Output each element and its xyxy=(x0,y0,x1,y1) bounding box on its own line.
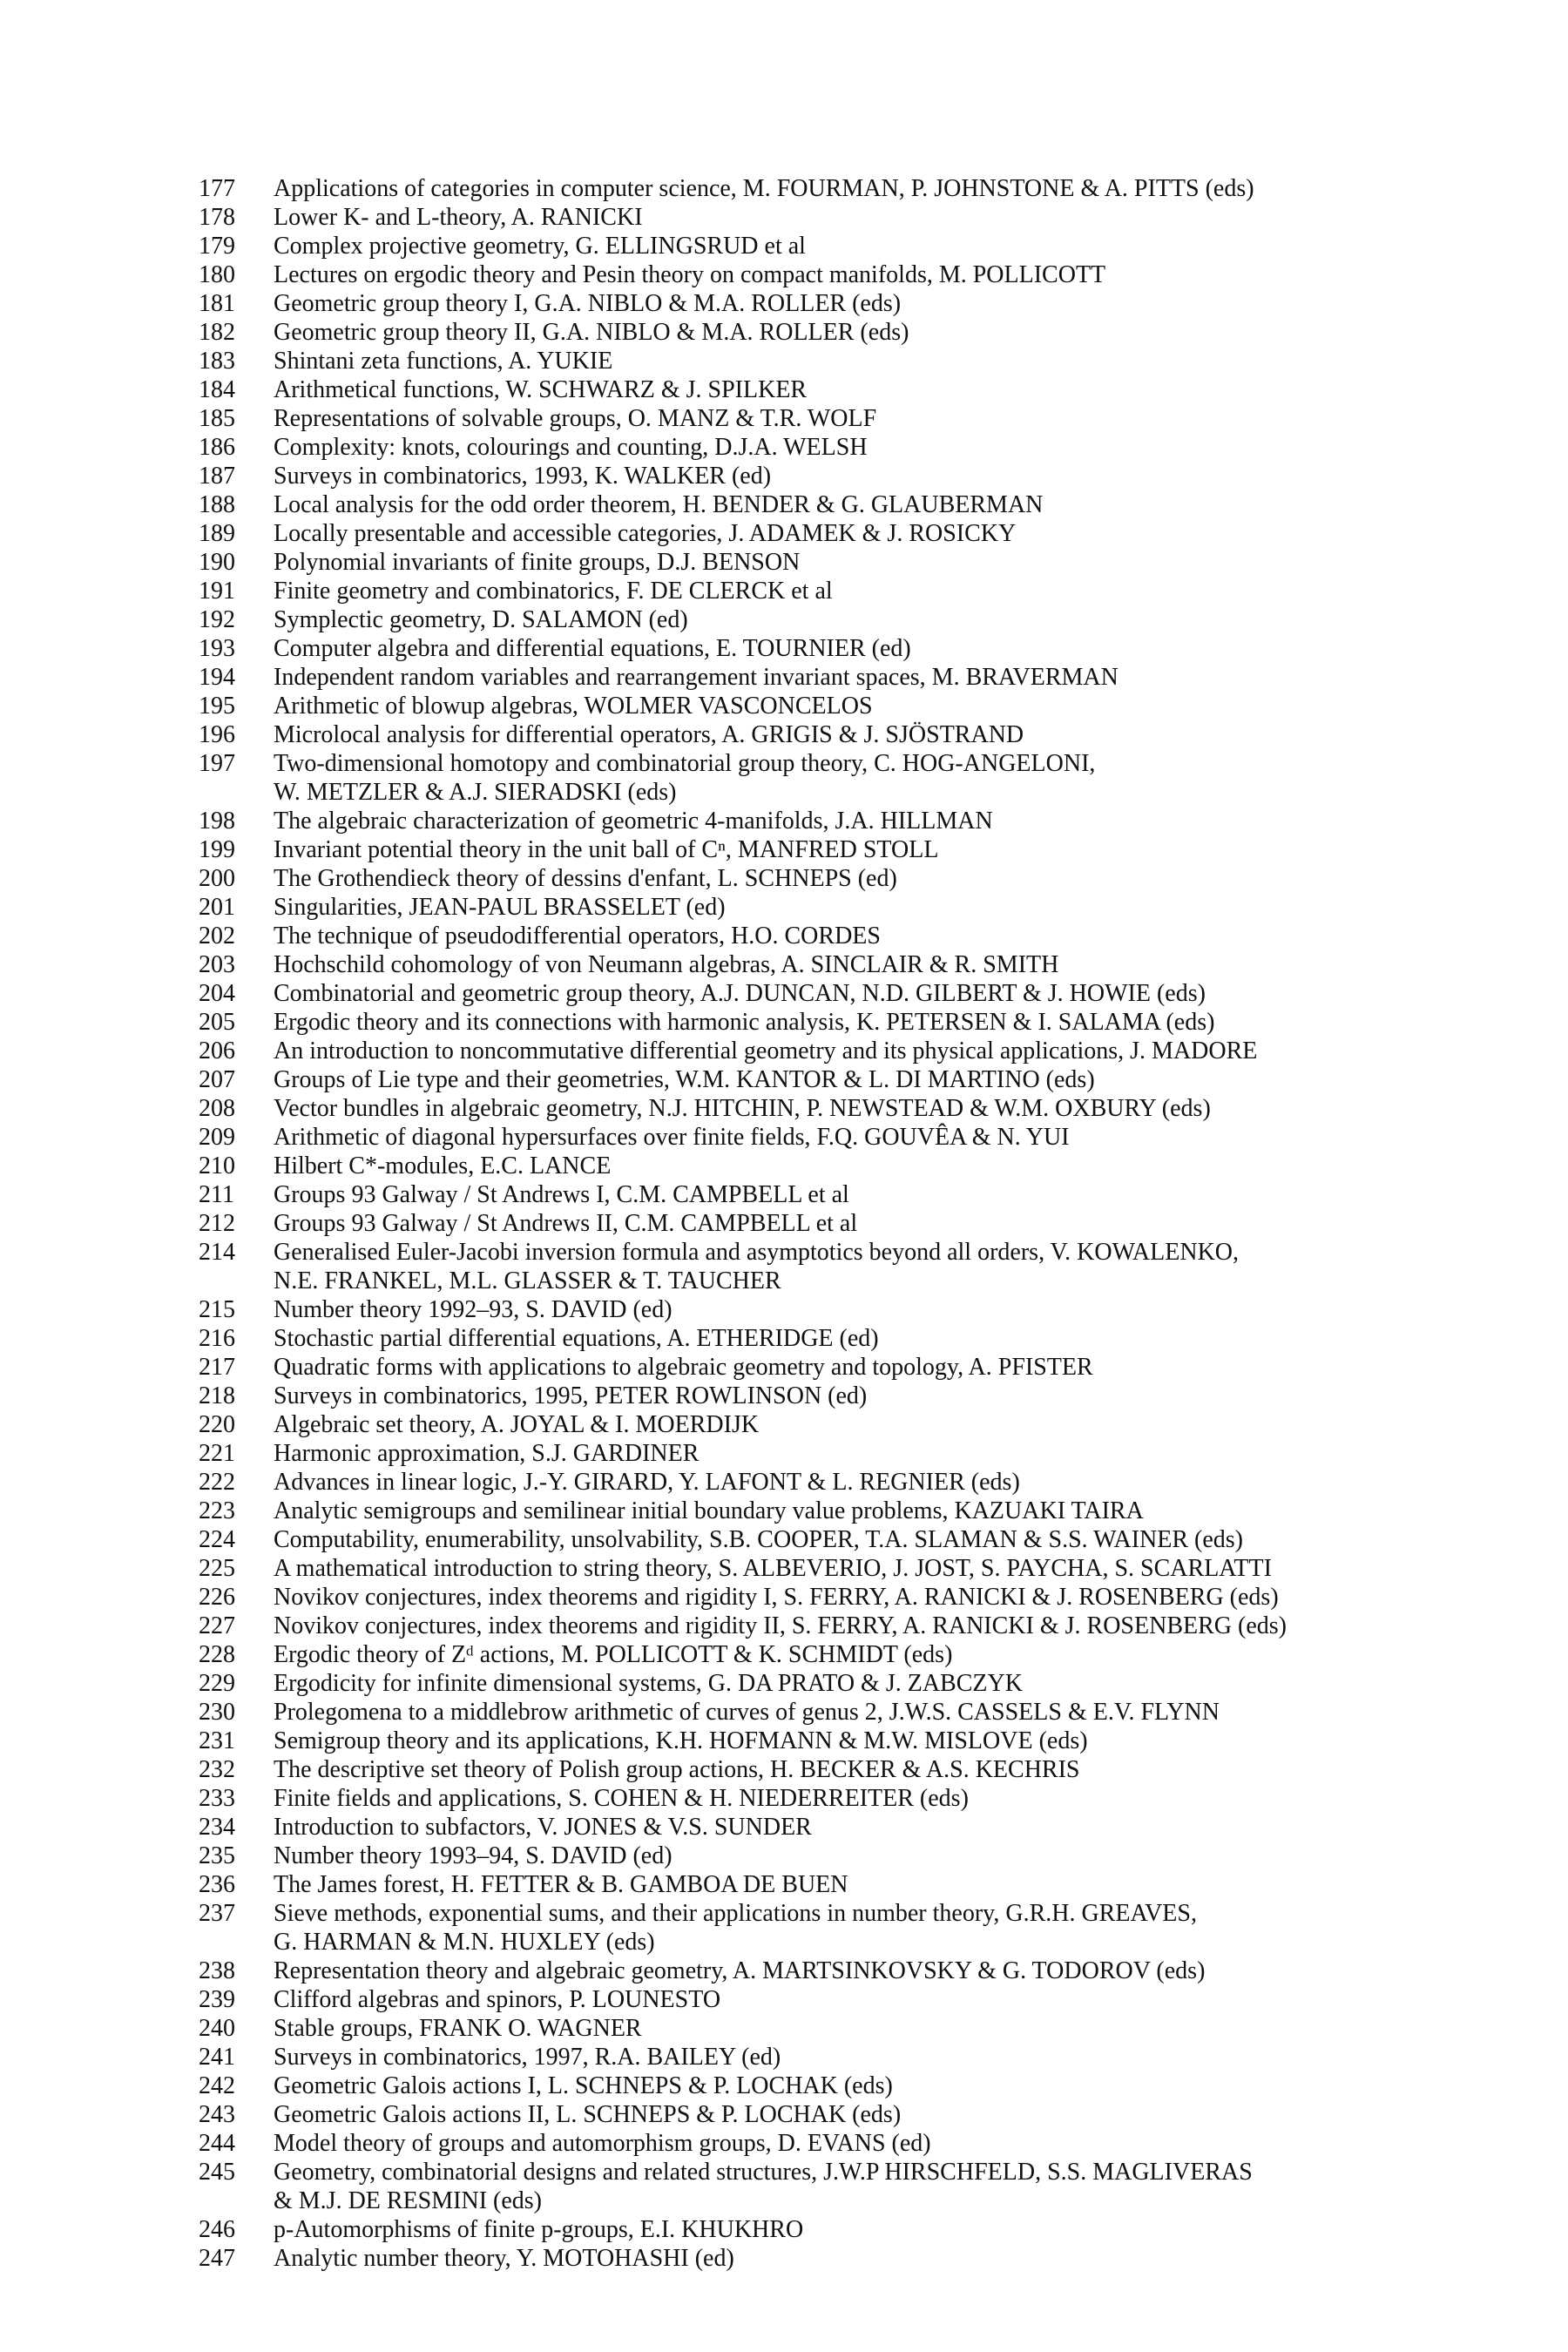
volume-title-line: p-Automorphisms of finite p-groups, E.I. KHUKHRO xyxy=(274,2216,804,2243)
volume-title xyxy=(274,318,909,347)
volume-title-line: Polynomial invariants of finite groups, D.J. BENSON xyxy=(274,549,801,576)
list-item xyxy=(199,174,1436,203)
list-item xyxy=(199,2215,1436,2244)
volume-title xyxy=(274,1295,672,1324)
volume-title xyxy=(274,1899,1197,1957)
list-item xyxy=(199,720,1436,749)
volume-title-line: W. METZLER & A.J. SIERADSKI (eds) xyxy=(274,779,677,806)
volume-title xyxy=(274,2129,931,2158)
list-item xyxy=(199,1094,1436,1123)
volume-title xyxy=(274,577,833,605)
volume-number: 186 xyxy=(199,434,235,461)
volume-number: 203 xyxy=(199,951,235,978)
volume-title xyxy=(274,979,1206,1008)
volume-number: 237 xyxy=(199,1900,235,1927)
volume-number: 229 xyxy=(199,1670,235,1697)
list-item xyxy=(199,1008,1436,1037)
volume-title xyxy=(274,2215,803,2244)
list-item xyxy=(199,605,1436,634)
volume-number: 200 xyxy=(199,865,235,892)
volume-title-line: N.E. FRANKEL, M.L. GLASSER & T. TAUCHER xyxy=(274,1267,781,1294)
list-item xyxy=(199,404,1436,433)
volume-title-line: Microlocal analysis for differential operators, A. GRIGIS & J. SJÖSTRAND xyxy=(274,721,1024,748)
list-item xyxy=(199,922,1436,950)
volume-title-line: Surveys in combinatorics, 1993, K. WALKER (ed) xyxy=(274,463,772,490)
list-item xyxy=(199,2072,1436,2100)
volume-title xyxy=(274,1238,1239,1295)
volume-title-line: Hilbert C*-modules, E.C. LANCE xyxy=(274,1152,612,1179)
volume-title-line: Stable groups, FRANK O. WAGNER xyxy=(274,2015,642,2042)
volume-number: 231 xyxy=(199,1727,235,1754)
volume-number: 181 xyxy=(199,290,235,317)
volume-title-line: Geometry, combinatorial designs and related structures, J.W.P HIRSCHFELD, S.S. MAGLIVERAS xyxy=(274,2159,1253,2186)
list-item xyxy=(199,1755,1436,1784)
list-item xyxy=(199,1525,1436,1554)
volume-number: 236 xyxy=(199,1871,235,1898)
list-item xyxy=(199,864,1436,893)
volume-title xyxy=(274,1784,969,1813)
volume-title xyxy=(274,1727,1088,1755)
volume-number: 238 xyxy=(199,1957,235,1984)
volume-title xyxy=(274,548,800,577)
volume-title-line: Harmonic approximation, S.J. GARDINER xyxy=(274,1440,700,1467)
volume-title xyxy=(274,1612,1287,1640)
volume-title-line: Ergodic theory of Zᵈ actions, M. POLLICOTT & K. SCHMIDT (eds) xyxy=(274,1641,953,1668)
list-item xyxy=(199,2043,1436,2072)
list-item xyxy=(199,490,1436,519)
volume-title-line: Invariant potential theory in the unit ball of Cⁿ, MANFRED STOLL xyxy=(274,836,939,863)
volume-title xyxy=(274,1985,720,2014)
volume-number: 245 xyxy=(199,2159,235,2186)
list-item xyxy=(199,577,1436,605)
volume-title xyxy=(274,1180,849,1209)
volume-title xyxy=(274,1353,1093,1382)
volume-number: 192 xyxy=(199,606,235,633)
volume-number: 201 xyxy=(199,894,235,921)
volume-title-line: Groups 93 Galway / St Andrews II, C.M. CAMPBELL et al xyxy=(274,1210,858,1237)
volume-number: 221 xyxy=(199,1440,235,1467)
volume-title xyxy=(274,232,806,260)
volume-title xyxy=(274,1152,611,1180)
volume-number: 178 xyxy=(199,204,235,231)
volume-title-line: & M.J. DE RESMINI (eds) xyxy=(274,2187,542,2214)
volume-number: 199 xyxy=(199,836,235,863)
volume-title xyxy=(274,404,876,433)
volume-number: 239 xyxy=(199,1986,235,2013)
list-item xyxy=(199,1784,1436,1813)
list-item xyxy=(199,1870,1436,1899)
volume-number: 185 xyxy=(199,405,235,432)
list-item xyxy=(199,1583,1436,1612)
volume-number: 180 xyxy=(199,261,235,288)
volume-title-line: Finite fields and applications, S. COHEN & H. NIEDERREITER (eds) xyxy=(274,1785,969,1812)
volume-number: 191 xyxy=(199,578,235,605)
volume-number: 177 xyxy=(199,175,235,202)
volume-number: 179 xyxy=(199,233,235,260)
list-item xyxy=(199,548,1436,577)
list-item xyxy=(199,1238,1436,1295)
volume-number: 228 xyxy=(199,1641,235,1668)
volume-number: 217 xyxy=(199,1354,235,1381)
volume-title-line: G. HARMAN & M.N. HUXLEY (eds) xyxy=(274,1929,655,1956)
volume-title-line: Clifford algebras and spinors, P. LOUNESTO xyxy=(274,1986,721,2013)
volume-title xyxy=(274,1037,1257,1065)
volume-title-line: Groups 93 Galway / St Andrews I, C.M. CAMPBELL et al xyxy=(274,1181,849,1208)
list-item xyxy=(199,1410,1436,1439)
volume-title-line: Arithmetic of diagonal hypersurfaces over finite fields, F.Q. GOUVÊA & N. YUI xyxy=(274,1124,1070,1151)
volume-number: 204 xyxy=(199,980,235,1007)
volume-title xyxy=(274,1870,848,1899)
list-item xyxy=(199,2129,1436,2158)
list-item xyxy=(199,1439,1436,1468)
volume-title xyxy=(274,1583,1279,1612)
list-item xyxy=(199,203,1436,232)
volume-title-line: Symplectic geometry, D. SALAMON (ed) xyxy=(274,606,688,633)
volume-title xyxy=(274,490,1043,519)
volume-number: 208 xyxy=(199,1095,235,1122)
volume-title xyxy=(274,1554,1272,1583)
list-item xyxy=(199,1985,1436,2014)
volume-title-line: Surveys in combinatorics, 1997, R.A. BAILEY (ed) xyxy=(274,2044,781,2071)
list-item xyxy=(199,979,1436,1008)
volume-title xyxy=(274,720,1024,749)
volume-number: 210 xyxy=(199,1152,235,1179)
volume-number: 190 xyxy=(199,549,235,576)
list-item xyxy=(199,1612,1436,1640)
volume-title-line: An introduction to noncommutative differential geometry and its physical applications, J. MADORE xyxy=(274,1037,1258,1064)
volume-title xyxy=(274,2014,642,2043)
volume-title xyxy=(274,433,868,462)
list-item xyxy=(199,1640,1436,1669)
list-item xyxy=(199,634,1436,663)
volume-title xyxy=(274,1123,1070,1152)
list-item xyxy=(199,893,1436,922)
volume-number: 240 xyxy=(199,2015,235,2042)
volume-title xyxy=(274,950,1058,979)
volume-title xyxy=(274,1008,1214,1037)
volume-number: 218 xyxy=(199,1382,235,1409)
volume-title xyxy=(274,1525,1243,1554)
volume-title-line: Complex projective geometry, G. ELLINGSRUD et al xyxy=(274,233,806,260)
volume-number: 222 xyxy=(199,1469,235,1496)
volume-title-line: Novikov conjectures, index theorems and rigidity I, S. FERRY, A. RANICKI & J. ROSENBERG (eds) xyxy=(274,1584,1279,1611)
volume-number: 193 xyxy=(199,635,235,662)
volume-title xyxy=(274,1065,1095,1094)
volume-title-line: Representation theory and algebraic geometry, A. MARTSINKOVSKY & G. TODOROV (eds) xyxy=(274,1957,1206,1984)
volume-title-line: Arithmetical functions, W. SCHWARZ & J. SPILKER xyxy=(274,376,808,403)
volume-number: 198 xyxy=(199,808,235,835)
volume-title-line: A mathematical introduction to string theory, S. ALBEVERIO, J. JOST, S. PAYCHA, S. SCARLATTI xyxy=(274,1555,1272,1582)
volume-title-line: Lower K- and L-theory, A. RANICKI xyxy=(274,204,643,231)
volume-number: 227 xyxy=(199,1612,235,1639)
volume-title xyxy=(274,462,771,490)
volume-number: 216 xyxy=(199,1325,235,1352)
list-item xyxy=(199,1957,1436,1985)
volume-title-line: Generalised Euler-Jacobi inversion formula and asymptotics beyond all orders, V. KOWALENKO, xyxy=(274,1239,1240,1266)
volume-title-line: Two-dimensional homotopy and combinatorial group theory, C. HOG-ANGELONI, xyxy=(274,750,1096,777)
volume-title xyxy=(274,1813,812,1842)
volume-number: 225 xyxy=(199,1555,235,1582)
volume-title xyxy=(274,203,643,232)
volume-title-line: Surveys in combinatorics, 1995, PETER ROWLINSON (ed) xyxy=(274,1382,868,1409)
volume-title-line: The descriptive set theory of Polish group actions, H. BECKER & A.S. KECHRIS xyxy=(274,1756,1080,1783)
volume-title xyxy=(274,1957,1205,1985)
volume-title-line: Sieve methods, exponential sums, and their applications in number theory, G.R.H. GREAVES, xyxy=(274,1900,1197,1927)
volume-title xyxy=(274,605,688,634)
series-list xyxy=(199,174,1436,2273)
list-item xyxy=(199,2244,1436,2273)
volume-title xyxy=(274,749,1095,807)
list-item xyxy=(199,347,1436,375)
volume-title-line: Model theory of groups and automorphism groups, D. EVANS (ed) xyxy=(274,2130,931,2157)
volume-number: 230 xyxy=(199,1699,235,1726)
list-item xyxy=(199,1065,1436,1094)
volume-title-line: Geometric group theory II, G.A. NIBLO & M.A. ROLLER (eds) xyxy=(274,319,909,346)
volume-title xyxy=(274,1698,1220,1727)
volume-title-line: The algebraic characterization of geometric 4-manifolds, J.A. HILLMAN xyxy=(274,808,993,835)
volume-title-line: Geometric Galois actions I, L. SCHNEPS & P. LOCHAK (eds) xyxy=(274,2072,893,2099)
volume-number: 209 xyxy=(199,1124,235,1151)
list-item xyxy=(199,1554,1436,1583)
volume-title xyxy=(274,864,897,893)
volume-title-line: Groups of Lie type and their geometries, W.M. KANTOR & L. DI MARTINO (eds) xyxy=(274,1066,1095,1093)
volume-title-line: Ergodicity for infinite dimensional systems, G. DA PRATO & J. ZABCZYK xyxy=(274,1670,1023,1697)
list-item xyxy=(199,232,1436,260)
volume-title xyxy=(274,2244,734,2273)
volume-number: 243 xyxy=(199,2101,235,2128)
volume-title xyxy=(274,1842,672,1870)
volume-title-line: Locally presentable and accessible categories, J. ADAMEK & J. ROSICKY xyxy=(274,520,1017,547)
volume-title-line: The James forest, H. FETTER & B. GAMBOA DE BUEN xyxy=(274,1871,848,1898)
volume-title xyxy=(274,893,726,922)
list-item xyxy=(199,433,1436,462)
list-item xyxy=(199,835,1436,864)
volume-title xyxy=(274,634,911,663)
volume-number: 214 xyxy=(199,1239,235,1266)
volume-number: 207 xyxy=(199,1066,235,1093)
list-item xyxy=(199,749,1436,807)
list-item xyxy=(199,692,1436,720)
volume-title-line: Novikov conjectures, index theorems and rigidity II, S. FERRY, A. RANICKI & J. ROSENBERG (eds) xyxy=(274,1612,1287,1639)
list-item xyxy=(199,2158,1436,2215)
volume-title-line: Combinatorial and geometric group theory, A.J. DUNCAN, N.D. GILBERT & J. HOWIE (eds) xyxy=(274,980,1206,1007)
list-item xyxy=(199,1813,1436,1842)
list-item xyxy=(199,1899,1436,1957)
list-item xyxy=(199,1382,1436,1410)
volume-title-line: Number theory 1992–93, S. DAVID (ed) xyxy=(274,1296,672,1323)
volume-title-line: Stochastic partial differential equations, A. ETHERIDGE (ed) xyxy=(274,1325,879,1352)
volume-title xyxy=(274,519,1016,548)
list-item xyxy=(199,1180,1436,1209)
list-item xyxy=(199,260,1436,289)
volume-number: 188 xyxy=(199,491,235,518)
list-item xyxy=(199,1353,1436,1382)
volume-title-line: Shintani zeta functions, A. YUKIE xyxy=(274,348,613,375)
volume-title-line: Semigroup theory and its applications, K.H. HOFMANN & M.W. MISLOVE (eds) xyxy=(274,1727,1088,1754)
volume-title xyxy=(274,1468,1020,1497)
list-item xyxy=(199,1698,1436,1727)
volume-title-line: Applications of categories in computer science, M. FOURMAN, P. JOHNSTONE & A. PITTS (eds) xyxy=(274,175,1254,202)
volume-title xyxy=(274,174,1254,203)
volume-title xyxy=(274,922,881,950)
volume-title-line: Computer algebra and differential equations, E. TOURNIER (ed) xyxy=(274,635,911,662)
list-item xyxy=(199,1209,1436,1238)
volume-number: 187 xyxy=(199,463,235,490)
volume-title-line: Complexity: knots, colourings and counting, D.J.A. WELSH xyxy=(274,434,868,461)
list-item xyxy=(199,807,1436,835)
list-item xyxy=(199,1123,1436,1152)
list-item xyxy=(199,1842,1436,1870)
volume-title-line: Vector bundles in algebraic geometry, N.J. HITCHIN, P. NEWSTEAD & W.M. OXBURY (eds) xyxy=(274,1095,1211,1122)
volume-title-line: Finite geometry and combinatorics, F. DE CLERCK et al xyxy=(274,578,833,605)
volume-number: 242 xyxy=(199,2072,235,2099)
volume-title xyxy=(274,2072,893,2100)
volume-number: 235 xyxy=(199,1842,235,1869)
list-item xyxy=(199,1669,1436,1698)
volume-title-line: Algebraic set theory, A. JOYAL & I. MOERDIJK xyxy=(274,1411,760,1438)
volume-title-line: Arithmetic of blowup algebras, WOLMER VASCONCELOS xyxy=(274,693,873,720)
volume-title-line: Analytic semigroups and semilinear initial boundary value problems, KAZUAKI TAIRA xyxy=(274,1497,1144,1524)
volume-number: 196 xyxy=(199,721,235,748)
volume-number: 195 xyxy=(199,693,235,720)
list-item xyxy=(199,519,1436,548)
list-item xyxy=(199,1037,1436,1065)
volume-title xyxy=(274,260,1105,289)
list-item xyxy=(199,318,1436,347)
volume-title xyxy=(274,1209,857,1238)
volume-title xyxy=(274,1094,1211,1123)
volume-number: 202 xyxy=(199,923,235,950)
volume-title-line: Computability, enumerability, unsolvability, S.B. COOPER, T.A. SLAMAN & S.S. WAINER (eds) xyxy=(274,1526,1243,1553)
volume-title xyxy=(274,1324,879,1353)
volume-number: 194 xyxy=(199,664,235,691)
volume-title-line: Local analysis for the odd order theorem, H. BENDER & G. GLAUBERMAN xyxy=(274,491,1044,518)
volume-number: 212 xyxy=(199,1210,235,1237)
volume-title xyxy=(274,1755,1080,1784)
list-item xyxy=(199,1152,1436,1180)
volume-title xyxy=(274,1410,759,1439)
volume-title-line: The technique of pseudodifferential operators, H.O. CORDES xyxy=(274,923,881,950)
volume-title-line: Geometric group theory I, G.A. NIBLO & M.A. ROLLER (eds) xyxy=(274,290,902,317)
list-item xyxy=(199,2100,1436,2129)
volume-title xyxy=(274,2043,781,2072)
volume-number: 183 xyxy=(199,348,235,375)
volume-title-line: Representations of solvable groups, O. MANZ & T.R. WOLF xyxy=(274,405,877,432)
volume-title xyxy=(274,835,938,864)
volume-title-line: Singularities, JEAN-PAUL BRASSELET (ed) xyxy=(274,894,726,921)
volume-title xyxy=(274,692,873,720)
volume-title-line: Introduction to subfactors, V. JONES & V.S. SUNDER xyxy=(274,1814,812,1841)
volume-title xyxy=(274,663,1119,692)
volume-number: 247 xyxy=(199,2245,235,2272)
volume-number: 206 xyxy=(199,1037,235,1064)
volume-title xyxy=(274,1669,1023,1698)
volume-number: 234 xyxy=(199,1814,235,1841)
list-item xyxy=(199,1468,1436,1497)
volume-title-line: Number theory 1993–94, S. DAVID (ed) xyxy=(274,1842,672,1869)
list-item xyxy=(199,375,1436,404)
volume-number: 232 xyxy=(199,1756,235,1783)
list-item xyxy=(199,462,1436,490)
volume-title-line: Quadratic forms with applications to algebraic geometry and topology, A. PFISTER xyxy=(274,1354,1093,1381)
volume-title-line: Advances in linear logic, J.-Y. GIRARD, Y. LAFONT & L. REGNIER (eds) xyxy=(274,1469,1020,1496)
volume-number: 205 xyxy=(199,1009,235,1036)
volume-title xyxy=(274,1439,699,1468)
volume-number: 182 xyxy=(199,319,235,346)
volume-number: 189 xyxy=(199,520,235,547)
list-item xyxy=(199,289,1436,318)
volume-title xyxy=(274,1382,867,1410)
volume-title xyxy=(274,2158,1253,2215)
volume-title-line: The Grothendieck theory of dessins d'enfant, L. SCHNEPS (ed) xyxy=(274,865,897,892)
volume-number: 220 xyxy=(199,1411,235,1438)
list-item xyxy=(199,1727,1436,1755)
volume-number: 223 xyxy=(199,1497,235,1524)
volume-title xyxy=(274,289,901,318)
list-item xyxy=(199,1324,1436,1353)
list-item xyxy=(199,950,1436,979)
volume-number: 233 xyxy=(199,1785,235,1812)
volume-title-line: Independent random variables and rearrangement invariant spaces, M. BRAVERMAN xyxy=(274,664,1119,691)
volume-title-line: Prolegomena to a middlebrow arithmetic of curves of genus 2, J.W.S. CASSELS & E.V. FLYNN xyxy=(274,1699,1220,1726)
volume-number: 211 xyxy=(199,1181,234,1208)
volume-title-line: Hochschild cohomology of von Neumann algebras, A. SINCLAIR & R. SMITH xyxy=(274,951,1059,978)
volume-number: 246 xyxy=(199,2216,235,2243)
list-item xyxy=(199,663,1436,692)
volume-title xyxy=(274,1497,1144,1525)
volume-title xyxy=(274,2100,901,2129)
volume-title xyxy=(274,807,993,835)
list-item xyxy=(199,2014,1436,2043)
volume-title xyxy=(274,1640,952,1669)
volume-number: 241 xyxy=(199,2044,235,2071)
volume-title-line: Geometric Galois actions II, L. SCHNEPS & P. LOCHAK (eds) xyxy=(274,2101,902,2128)
volume-title-line: Lectures on ergodic theory and Pesin theory on compact manifolds, M. POLLICOTT xyxy=(274,261,1106,288)
volume-number: 184 xyxy=(199,376,235,403)
volume-title xyxy=(274,375,807,404)
volume-title xyxy=(274,347,612,375)
volume-title-line: Ergodic theory and its connections with harmonic analysis, K. PETERSEN & I. SALAMA (eds) xyxy=(274,1009,1215,1036)
volume-number: 224 xyxy=(199,1526,235,1553)
volume-number: 244 xyxy=(199,2130,235,2157)
volume-number: 197 xyxy=(199,750,235,777)
volume-number: 215 xyxy=(199,1296,235,1323)
volume-title-line: Analytic number theory, Y. MOTOHASHI (ed) xyxy=(274,2245,734,2272)
list-item xyxy=(199,1295,1436,1324)
list-item xyxy=(199,1497,1436,1525)
volume-number: 226 xyxy=(199,1584,235,1611)
